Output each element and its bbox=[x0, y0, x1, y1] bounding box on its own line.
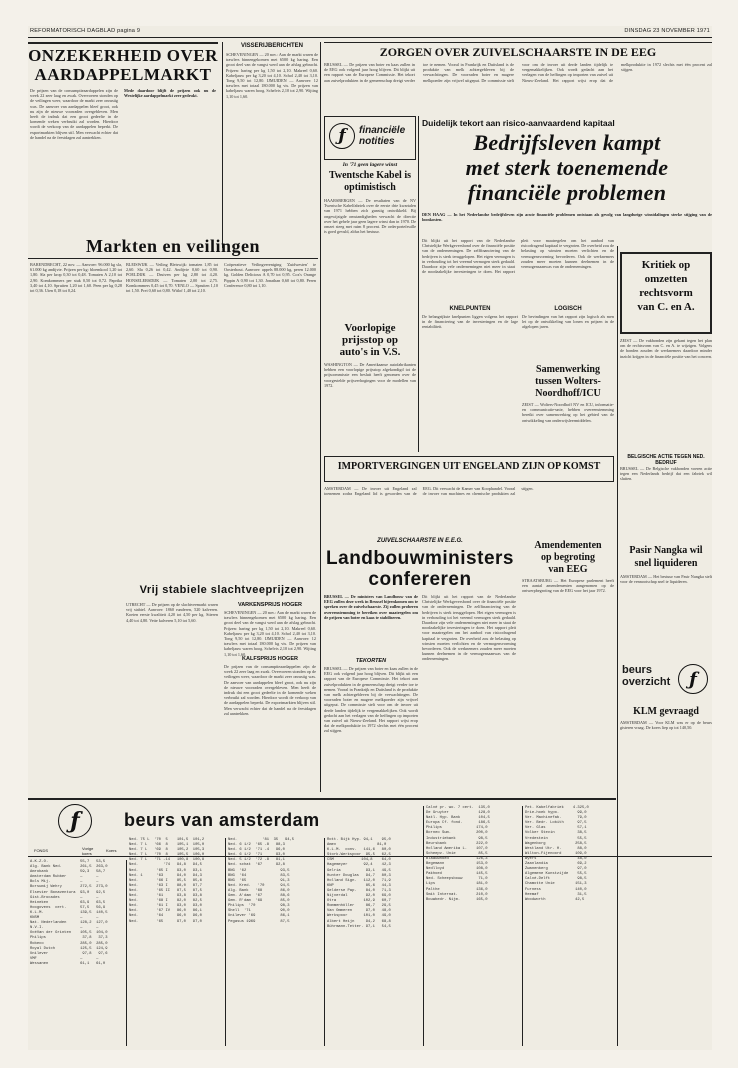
beurs-table-col6: Pet. Kabelfabriek 4.325,0 Drie-hoek hypo. 99,0 Ver. Machinefab. 79,0 Ver. Bedr. Lobith 97,5 Ver. Glas 57,1 Volker Stevin 38,5 Vredestein 55,5 Wagenborg 258,5 Westland Utr. H. 88,0 Wilton-Fijenoord 109,0 Wyers 48,0 Zaanlandia 69,2 Zwanenberg 97,0 Algemene Kunstzijde 55,5 Calvé-Delft 98,5 Chamotte Unie 151,3 Furness 140,0 Heemaf 31,5 Woodworth 42,5 bbox=[525, 806, 589, 902]
klm-body: AMSTERDAM — Voor KLM was er op de beurs gisteren vraag. De koers liep op tot 140,50. bbox=[620, 720, 712, 731]
kalfsprijs-body: De prijzen van de consumptieaardappelen zijn de week 22 zeer laag en zwak. Overvoeren stonden op de veilingen weer, waardoor de markt zeer onrustig was. De aanvoer van aardappelen bleef groot, ook nu zijn de nieuwe voorraden overgebleven. Men heeft de indruk dat een groot gedeelte in de komende weken verbruikt zal worden. Hierdoor wordt de verkoop van de aardappelen beperkt. De exportmarkten blijven stil. Men verwacht echter dat de handel na de feestdagen zal aantrekken. bbox=[224, 664, 316, 716]
pasir-headline bbox=[620, 544, 712, 570]
logisch-body: De bevindingen van het rapport zijn logisch als men let op de ontwikkeling van lonen en prijzen in de afgelopen jaren. bbox=[522, 314, 614, 330]
amendementen-title-3: van EEG bbox=[548, 564, 588, 575]
rule bbox=[324, 42, 712, 43]
column-rule bbox=[617, 246, 618, 1046]
kritiek-title-1: Kritiek op bbox=[641, 259, 691, 271]
column-rule bbox=[320, 42, 321, 792]
financiele-subtitle: In '71 geen lagere winst bbox=[342, 162, 398, 168]
markten-body: BARENDRECHT, 22 nov. — Aanvoer: 96.000 kg sla, 61.000 kg andijvie. Prijzen per kg: bloemkool 1,20 tot 1,80. Sla per krop 0,30 tot 0,48. Tomaten A 2,10 tot 2,90. Komkommers per stuk 0,50 tot 0,72. Paprika 3,40 tot 4,10. Spruiten 1,20 tot 1,60. Peen per kg 0,28 tot 0,36. Uien 0,18 tot 0,24. bbox=[30, 262, 122, 294]
amendementen-title-1: Amendementen bbox=[534, 540, 602, 551]
onzekerheid-emphasis: Mede daardoor blijft de prijzen ook nu de Westelijke aardappelmarkt zeer gedrukt. bbox=[124, 88, 216, 99]
fonds-header: FONDS bbox=[34, 848, 48, 853]
pasir-title-1: Pasir Nangka wil bbox=[629, 545, 703, 556]
bedrijfsleven-kicker: Duidelijk tekort aan risico-aanvaardend kapitaal bbox=[422, 118, 615, 128]
beurs-column-headers bbox=[30, 846, 124, 856]
landbouwministers-title-1: Landbouwministers bbox=[326, 548, 514, 569]
bedrijfsleven-title-2: met sterk toenemende bbox=[465, 155, 669, 180]
onzekerheid-title-1: ONZEKERHEID OVER bbox=[28, 46, 218, 65]
newspaper-page bbox=[28, 26, 712, 1050]
beurs-overzicht-label bbox=[622, 664, 674, 688]
tekorten-title: TEKORTEN bbox=[355, 658, 387, 664]
masthead-rule bbox=[28, 37, 712, 38]
landbouwministers-title-2: confereren bbox=[368, 569, 472, 590]
financiele-logo-icon: ƒ bbox=[329, 123, 355, 149]
samenwerking-headline bbox=[522, 364, 614, 400]
importvergingen-headline: IMPORTVERGINGEN UIT ENGELAND ZIJN OP KOMST bbox=[337, 461, 601, 472]
amendementen-headline bbox=[522, 540, 614, 576]
importvergingen-box bbox=[324, 456, 614, 482]
visserij-body: SCHEVENINGEN — 20 nov.: Aan de markt waren de trawlers binnengekomen met 6500 kg haring. Een groot deel van de vangst werd aan de afslag gebracht. Prijzen: haring per kg 1,50 tot 2,10. Makreel 0,60. Kabeljauw per kg 3,20 tot 4,10. Schol 2,40 tot 3,10. Tong 9,50 tot 12,80. IJMUIDEN — Aanvoer: 12 trawlers met totaal 180.000 kg vis. De prijzen van kabeljauw waren hoog. Schelvis 2,10 tot 2,90. Wijting 1,10 tot 1,60. bbox=[226, 52, 318, 99]
voorlopige-headline bbox=[324, 322, 416, 358]
beurs-table-col5: Calvé pr. wo. 7 cert. 135,0 De Gruyter 128,0 Natl. Hyp. Bank 104,5 Europa Cf. fond. 186,5 Philips 174,0 Borneo Sum. 200,0 Industriebank 98,5 Beursbank 222,0 Holland Amerika L. 107,0 Scheepv. Unie 85,5 Blaauwhoed 126,3 Begemann 153,0 Nedlloyd 108,0 Pakhoed 145,5 Ned. Scheepsbouw 71,0 Lips 181,0 Palthe 136,0 Smit Internat. 210,0 Bouwbedr. Nijm. 165,0 bbox=[426, 806, 490, 902]
kritiek-title-2: omzetten bbox=[644, 273, 688, 285]
column-rule bbox=[225, 838, 226, 1046]
onzekerheid-body: De prijzen van de consumptieaardappelen zijn de week 22 zeer laag en zwak. Overvoeren stonden op de veilingen weer, waardoor de markt zeer onrustig was. De aanvoer van aardappelen bleef groot, ook nu zijn de nieuwe voorraden overgebleven. Men heeft de indruk dat een groot gedeelte in de komende weken verbruikt zal worden. Hierdoor wordt de verkoop van de aardappelen beperkt. De exportmarkten blijven stil. Men verwacht echter dat de handel na de feestdagen zal aantrekken. bbox=[30, 88, 118, 140]
masthead-date: DINSDAG 23 NOVEMBER 1971 bbox=[624, 28, 710, 34]
samenwerking-title-2: tussen Wolters- bbox=[535, 376, 601, 387]
kritiek-box bbox=[620, 252, 712, 334]
zorgen-body: BRUSSEL — De prijzen van boter en kaas zullen in de EEG ook volgend jaar hoog blijven. Dit blijkt uit een rapport van de Europese Commissie. Het tekort aan zuivelprodukten in de gemeenschap dreigt verder toe te nemen. Vooral in Frankrijk en Duitsland is de produktie van melk achtergebleven bij de verwachtingen. De voorraden boter en magere melkpoeder zijn vrijwel uitgeput. De commissie stelt voor om de invoer uit derde landen tijdelijk te vergemakkelijken. Ook wordt gedacht aan het verlagen van de heffingen op importen van zuivel uit Nieuw-Zeeland. Het rapport wijst erop dat de melkproduktie in 1972 slechts met één procent zal stijgen. bbox=[324, 62, 712, 83]
column-rule bbox=[418, 116, 419, 452]
beurs-table-col2: Ned. 75 L '70 5 101,5 101,2 Ned. 7 L '66 8 105,1 105,0 Ned. 7 L '69 8 105,2 105,3 Ned. 7 L '70 8 105,5 106,0 Ned. 7 L '71 -14 100,8 100,8 Ned. '74 94,8 94,5 Ned. '65 I 93,0 93,1 Ned. 1 '63 94,0 94,3 Ned. '66 I 85,5 85,6 Ned. '63 I 88,0 87,7 Ned. '65 II 87,5 87,5 Ned. '61 93,8 93,8 Ned. '68 I 82,0 82,5 Ned. '61 I 93,0 93,0 Ned. '67 IV 86,0 86,1 Ned. '64 96,0 96,0 Ned. '65 97,0 97,0 bbox=[129, 838, 205, 924]
samenwerking-title-1: Samenwerking bbox=[536, 364, 600, 375]
voorlopige-body: WASHINGTON — De Amerikaanse autofabrikanten hebben een voorlopige prijsstop afgekondigd tot de prijscommissie een besluit heeft genomen over de voorgestelde prijsverhogingen voor de modellen van 1972. bbox=[324, 362, 416, 388]
financiele-notities-box bbox=[324, 116, 416, 160]
zorgen-headline: ZORGEN OVER ZUIVELSCHAARSTE IN DE EEG bbox=[379, 45, 657, 59]
beurs-title: beurs van amsterdam bbox=[124, 810, 320, 830]
varkensprijs-body: SCHEVENINGEN — 20 nov.: Aan de markt waren de trawlers binnengekomen met 6500 kg haring. Een groot deel van de vangst werd aan de afslag gebracht. Prijzen: haring per kg 1,50 tot 2,10. Makreel 0,60. Kabeljauw per kg 3,20 tot 4,10. Schol 2,40 tot 3,10. Tong 9,50 tot 12,80. IJMUIDEN — Aanvoer: 12 trawlers met totaal 180.000 kg vis. De prijzen van kabeljauw waren hoog. Schelvis 2,10 tot 2,90. Wijting 1,10 tot 1,60. bbox=[224, 610, 316, 657]
financiele-title: financiële notities bbox=[359, 125, 406, 147]
kritiek-title-3: rechtsvorm bbox=[639, 287, 693, 299]
belgische-headline: BELGISCHE ACTIE TEGEN NED. BEDRIJF bbox=[627, 454, 705, 466]
kritiek-headline bbox=[622, 258, 710, 314]
knelpunten-title: KNELPUNTEN bbox=[449, 306, 491, 312]
twentsche-headline: Twentsche Kabel is optimistisch bbox=[328, 170, 412, 193]
bedrijfsleven-title-1: Bedrijfsleven kampt bbox=[473, 130, 661, 155]
bedrijfsleven-body: Dit blijkt uit het rapport van de Nederlandse Christelijke Werkgeversbond over de financiële positie van de ondernemingen. De zelffinanciering van de bedrijven is sterk teruggelopen. Het eigen vermogen is in verhouding tot het vreemd vermogen sterk gedaald. Daardoor zijn vele ondernemingen niet meer in staat de noodzakelijke investeringen te doen. Het rapport pleit voor maatregelen om het aanbod van risicodragend kapitaal te vergroten. De overheid zou de belasting op winsten moeten verlichten en de vermogensvorming bevorderen. Ook de werknemers zouden meer moeten kunnen deelnemen in de vermogensaanwas van de ondernemingen. bbox=[422, 238, 614, 275]
beurs-overzicht-line-1: beurs bbox=[622, 664, 652, 676]
voorlopige-title-3: auto's in V.S. bbox=[339, 346, 401, 358]
samenwerking-title-3: Noordhoff/ICU bbox=[535, 388, 601, 399]
bedrijfsleven-headline bbox=[422, 130, 712, 205]
pasir-title-2: snel liquideren bbox=[634, 558, 698, 569]
twentsche-body: HAARSBERGEN — De resultaten van de NV Twentsche Kabelfabriek over de eerste drie kwartalen van 1971 hebben zich gunstig ontwikkeld. Bij ongewijzigde omstandigheden verwacht de directie over het gehele jaar geen lagere winst dan in 1970. De omzet steeg met ruim 8 procent. De orderportefeuille is goed gevuld, aldus het bestuur. bbox=[324, 198, 416, 235]
amendementen-title-2: op begroting bbox=[541, 552, 595, 563]
kritiek-title-4: van C. en A. bbox=[637, 301, 695, 313]
beurs-table-col3: Ned. '81 35 94,5 Ned. 6 1/2 '65 -8 88,3 Ned. 6 1/2 '71 -4 96,0 Ned. 6 1/2 '71 93,0 Ned. 5 1/2 '72 -8 81,1 Ned. schat '67 92,8 BNG '62 93,5 BNG '64 83,5 BNG '65 91,3 Ned. Kred. '70 94,5 Alg. Bank '68 86,0 Gem. A'dam '67 88,6 Gem. R'dam '69 85,0 Philips '70 98,3 Shell '71 90,0 Unilever '69 86,1 Pegasus 1969 87,5 bbox=[228, 838, 295, 924]
voorlopige-title-2: prijsstop op bbox=[342, 334, 398, 346]
column-rule bbox=[522, 806, 523, 1046]
importvergingen-body: AMSTERDAM — De invoer uit Engeland zal toenemen zodra Engeland lid is geworden van de EEG. Dit verwacht de Kamer van Koophandel. Vooral de invoer van machines en chemische produkten zal stijgen. bbox=[324, 486, 534, 497]
knelpunten-body: De belangrijkste knelpunten liggen volgens het rapport in de financiering van de investeringen en de lage rentabiliteit. bbox=[422, 314, 518, 330]
pasir-body: AMSTERDAM — Het bestuur van Pasir Nangka stelt voor de vennootschap snel te liquideren. bbox=[620, 574, 712, 585]
column-rule bbox=[423, 806, 424, 1046]
klm-headline: KLM gevraagd bbox=[633, 706, 699, 717]
column-rule bbox=[126, 860, 127, 1046]
zuivelschaarste-kicker: ZUIVELSCHAARSTE IN E.E.G. bbox=[377, 538, 463, 544]
slachtvee-body: UTRECHT — De prijzen op de slachtveemarkt waren vrij stabiel. Aanvoer: 1860 runderen, 520 kalveren. Koeien eerste kwaliteit 4,20 tot 4,50 per kg. Stieren 4,40 tot 4,80. Vette kalveren 5,10 tot 5,60. bbox=[126, 602, 218, 623]
beurs-overzicht-box bbox=[620, 660, 712, 704]
column-rule bbox=[324, 838, 325, 1046]
landbouwministers-body-2: BRUSSEL — De prijzen van boter en kaas zullen in de EEG ook volgend jaar hoog blijven. Dit blijkt uit een rapport van de Europese Commissie. Het tekort aan zuivelprodukten in de gemeenschap dreigt verder toe te nemen. Vooral in Frankrijk en Duitsland is de produktie van melk achtergebleven bij de verwachtingen. De voorraden boter en magere melkpoeder zijn vrijwel uitgeput. De commissie stelt voor om de invoer uit derde landen tijdelijk te vergemakkelijken. Ook wordt gedacht aan het verlagen van de heffingen op importen van zuivel uit Nieuw-Zeeland. Het rapport wijst erop dat de melkproduktie in 1972 slechts met één procent zal stijgen. bbox=[324, 666, 418, 734]
visserij-title: VISSERIJBERICHTEN bbox=[240, 43, 303, 49]
landbouwministers-body-3: Dit blijkt uit het rapport van de Nederlandse Christelijke Werkgeversbond over de financiële positie van de ondernemingen. De zelffinanciering van de bedrijven is sterk teruggelopen. Het eigen vermogen is in verhouding tot het vreemd vermogen sterk gedaald. Daardoor zijn vele ondernemingen niet meer in staat de noodzakelijke investeringen te doen. Het rapport pleit voor maatregelen om het aanbod van risicodragend kapitaal te vergroten. De overheid zou de belasting op winsten moeten verlichten en de vermogensvorming bevorderen. Ook de werknemers zouden meer moeten kunnen deelnemen in de vermogensaanwas van de ondernemingen. bbox=[422, 594, 516, 662]
rule bbox=[28, 798, 616, 800]
beurs-logo-icon: ƒ bbox=[58, 804, 92, 838]
landbouwministers-headline bbox=[324, 548, 516, 590]
kalfsprijs-title: KALFSPRIJS HOGER bbox=[242, 656, 298, 662]
onzekerheid-title-2: AARDAPPELMARKT bbox=[34, 65, 212, 84]
logisch-title: LOGISCH bbox=[554, 306, 582, 312]
onzekerheid-headline bbox=[28, 46, 218, 84]
rule bbox=[28, 42, 218, 44]
belgische-body: BRUSSEL — De Belgische vakbonden voeren actie tegen een Nederlands bedrijf dat een fabriek wil sluiten. bbox=[620, 466, 712, 482]
vorige-koers-header: Vorige koers bbox=[82, 846, 94, 856]
voorlopige-title-1: Voorlopige bbox=[344, 322, 396, 334]
slachtvee-headline: Vrij stabiele slachtveeprijzen bbox=[139, 584, 305, 596]
bedrijfsleven-title-3: financiële problemen bbox=[467, 180, 667, 205]
markten-col2: BLEISWIJK — Veiling Bleiswijk: tomaten 1,85 tot 2,60. Sla 0,26 tot 0,42. Andijvie 0,60 tot 0,90. POELDIJK — Druiven per kg 2,80 tot 4,20. HONSELERSDIJK — Tomaten 2,00 tot 2,75. Komkommers 0,45 tot 0,70. VENLO — Spruiten 1,10 tot 1,50. Prei 0,60 tot 0,80. Witlof 1,40 tot 2,10. bbox=[126, 262, 218, 294]
column-rule bbox=[222, 42, 223, 248]
markten-col3: Coöperatieve Veilingvereniging 'Zuidwesten' te Oosterhout. Aanvoer: appels 88.000 kg, peren 12.000 kg. Golden Delicious A 0,70 tot 0,95. Cox's Orange Pippin A 0,90 tot 1,30. Jonathan 0,60 tot 0,80. Peren Conference 0,80 tot 1,10. bbox=[224, 262, 316, 288]
beurs-table-col4: Rott. Bijk Hyp. 94,1 95,0 Amev 81,0 K.L.M. conv. 141,6 80,0 Stork-Werkspoor 95,5 62,5 CSM 104,8 64,0 Hagemeyer 92,4 42,3 Gelria 93,1 49,5 Hunter Douglas 94,7 80,3 Holland Sign. 112,0 71,9 KNP 85,6 44,3 Gelderse Pap. 84,0 71,3 Nijverdal 92,0 69,0 Otra 102,9 60,7 Rommenhöller 86,7 29,5 Van Ommeren 97,0 48,0 Werkspoor 101,0 49,0 Albert Heijn 94,2 68,8 Bührmann-Tetter. 97,1 54,5 bbox=[327, 838, 391, 929]
beurs-overzicht-line-2: overzicht bbox=[622, 676, 671, 688]
koers-header: Koers bbox=[106, 848, 117, 853]
samenwerking-body: ZEIST — Wolters-Noordhoff NV en ICU, informatie- en communicatie-unie, hebben overeenstemming bereikt over samenwerking op het gebied van de ontwikkeling van onderwijsleermiddelen. bbox=[522, 402, 614, 423]
beurs-table-col1: A.K.Z.O. 55,7 53,5 Alg. Bank Ned. 261,5 263,0 Amrobank 59,3 58,7 Amsterdam Rubber — — Bols Mij. — — Borsumij Wehry 272,5 273,0 Elsevier Bonaventura 93,0 92,5 Gist-Brocades — — Heineken 63,9 63,5 Hoogovens cert. 57,5 56,9 K.L.M. 139,5 140,5 KNSM — — Nat. Nederlanden 128,2 127,0 N.V.I. — — OcéVan der Grinten 105,5 104,0 Philips 37,8 37,3 Robeco 285,0 285,0 Royal Dutch 125,5 124,9 Unilever 97,8 97,6 VMF — — Wessanen 61,1 61,0 bbox=[30, 860, 108, 966]
beurs-overzicht-icon: ƒ bbox=[678, 664, 708, 694]
amendementen-body: STRAATSBURG — Het Europese parlement heeft een aantal amendementen aangenomen op de ontwerpbegroting van de EEG voor het jaar 1972. bbox=[522, 578, 614, 594]
kritiek-body: ZEIST — De vakbonden zijn gekant tegen het plan om de rechtsvorm van C. en A. te wijzigen. Volgens de bonden zouden de werknemers daardoor minder inzicht krijgen in de financiële positie van het concern. bbox=[620, 338, 712, 359]
landbouwministers-body: BRUSSEL — De ministers van Landbouw van de EEG zullen deze week in Brussel bijeenkomen om te spreken over de zuivelschaarste. Zij zullen proberen overeenstemming te bereiken over maatregelen om de prijzen van boter en kaas te stabiliseren. bbox=[324, 594, 418, 620]
bedrijfsleven-lead: DEN HAAG — In het Nederlandse bedrijfsleven zijn acute financiële problemen ontstaan als gevolg van langdurige winstdalingen sterke stijging van de loonkosten. bbox=[422, 212, 712, 223]
varkensprijs-title: VARKENSPRIJS HOGER bbox=[237, 602, 303, 608]
masthead-left: REFORMATORISCH DAGBLAD pagina 9 bbox=[30, 28, 141, 34]
rule bbox=[28, 258, 318, 259]
markten-headline: Markten en veilingen bbox=[86, 236, 260, 256]
